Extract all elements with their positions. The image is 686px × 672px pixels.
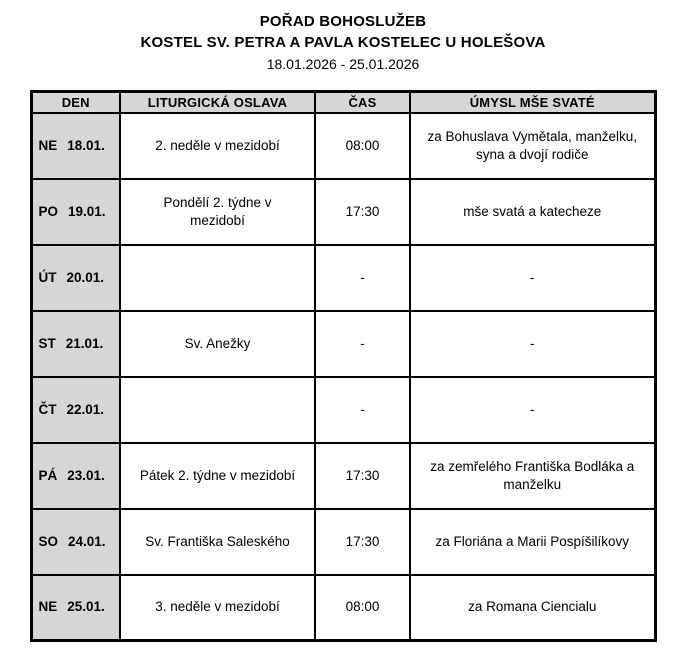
day-abbreviation: PO: [38, 203, 59, 219]
table-row: [31, 575, 655, 641]
day-date: 22.01.: [66, 401, 105, 417]
column-header-liturgical-celebration: LITURGICKÁ OSLAVA: [120, 92, 315, 113]
column-header-day: DEN: [31, 92, 120, 113]
table-row: [31, 509, 655, 575]
schedule-body: [31, 113, 655, 641]
celebration-cell: 2. neděle v mezidobí: [120, 113, 315, 179]
intention-cell: za Romana Ciencialu: [410, 575, 655, 641]
intention-cell: za zemřelého Františka Bodláka a manželku: [410, 443, 655, 509]
intention-cell: za Bohuslava Vymětala, manželku, syna a dvojí rodiče: [410, 113, 655, 179]
day-cell: [31, 575, 120, 641]
column-header-mass-intention: ÚMYSL MŠE SVATÉ: [410, 92, 655, 113]
document-title: POŘAD BOHOSLUŽEB: [259, 13, 427, 30]
day-abbreviation: PÁ: [38, 467, 58, 483]
time-cell: 17:30: [315, 443, 410, 509]
day-cell: [31, 311, 120, 377]
day-cell: [31, 245, 120, 311]
day-abbreviation: NE: [38, 137, 58, 153]
time-cell: 08:00: [315, 113, 410, 179]
time-cell: 17:30: [315, 179, 410, 245]
day-abbreviation: ÚT: [38, 269, 57, 285]
day-date: 19.01.: [68, 203, 106, 219]
day-date: 21.01.: [65, 335, 104, 351]
church-name: KOSTEL SV. PETRA A PAVLA KOSTELEC U HOLEŠOVA: [140, 34, 546, 51]
table-row: [31, 179, 655, 245]
celebration-cell: Pátek 2. týdne v mezidobí: [120, 443, 315, 509]
celebration-cell: [120, 245, 315, 311]
day-cell: [31, 443, 120, 509]
table-row: [31, 113, 655, 179]
time-cell: -: [315, 245, 410, 311]
intention-cell: -: [410, 377, 655, 443]
intention-cell: -: [410, 245, 655, 311]
day-abbreviation: ČT: [38, 401, 57, 417]
day-cell: [31, 509, 120, 575]
day-abbreviation: NE: [38, 599, 58, 615]
time-cell: 17:30: [315, 509, 410, 575]
schedule-table: [30, 90, 657, 642]
table-header-row: [31, 92, 655, 113]
table-row: [31, 443, 655, 509]
table-row: [31, 377, 655, 443]
day-date: 24.01.: [68, 533, 106, 549]
day-date: 18.01.: [67, 137, 105, 153]
celebration-cell: [120, 377, 315, 443]
day-cell: [31, 113, 120, 179]
table-row: [31, 245, 655, 311]
celebration-cell: Sv. Františka Saleského: [120, 509, 315, 575]
time-cell: -: [315, 311, 410, 377]
day-date: 23.01.: [67, 467, 105, 483]
intention-cell: -: [410, 311, 655, 377]
date-range: 18.01.2026 - 25.01.2026: [266, 56, 420, 72]
intention-cell: mše svatá a katecheze: [410, 179, 655, 245]
celebration-cell: 3. neděle v mezidobí: [120, 575, 315, 641]
celebration-cell: Sv. Anežky: [120, 311, 315, 377]
day-cell: [31, 377, 120, 443]
column-header-time: ČAS: [315, 92, 410, 113]
time-cell: -: [315, 377, 410, 443]
day-cell: [31, 179, 120, 245]
document-header: [0, 11, 686, 74]
day-date: 25.01.: [67, 599, 105, 615]
celebration-cell: Pondělí 2. týdne v mezidobí: [120, 179, 315, 245]
table-row: [31, 311, 655, 377]
day-date: 20.01.: [66, 269, 105, 285]
day-abbreviation: ST: [38, 335, 56, 351]
time-cell: 08:00: [315, 575, 410, 641]
intention-cell: za Floriána a Marii Pospíšilíkovy: [410, 509, 655, 575]
day-abbreviation: SO: [38, 533, 59, 549]
